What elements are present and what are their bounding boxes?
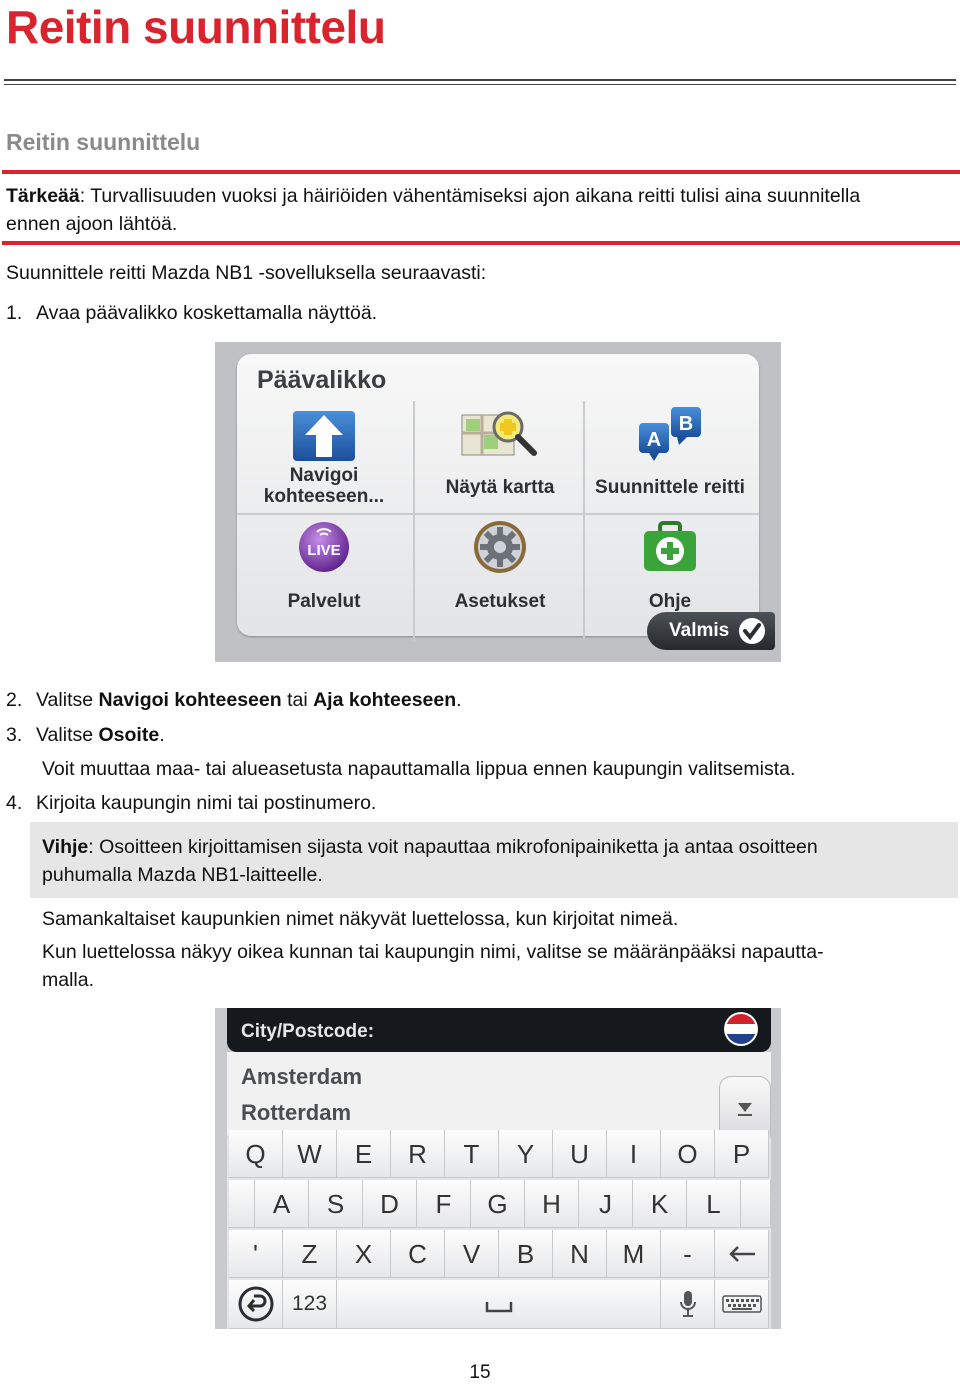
step-4 xyxy=(6,789,376,817)
step-2-option-drive: Aja kohteeseen xyxy=(313,689,457,711)
arrow-up-icon xyxy=(291,409,357,463)
menu-item-label: Asetukset xyxy=(454,591,546,612)
key-l[interactable]: L xyxy=(687,1180,741,1228)
step-2: 2. Valitse Navigoi kohteeseen tai Aja kohteeseen. xyxy=(6,686,462,714)
step-3-note: Voit muuttaa maa- tai alueasetusta napauttamalla lippua ennen kaupungin valitsemista. xyxy=(42,758,796,780)
step-number: 2. xyxy=(6,689,23,711)
step-text: Kirjoita kaupungin nimi tai postinumero. xyxy=(36,792,377,814)
step-3-option-address: Osoite xyxy=(98,724,160,746)
key-s[interactable]: S xyxy=(309,1180,363,1228)
step-3: 3. Valitse Osoite. xyxy=(6,721,165,749)
step-text: Avaa päävalikko koskettamalla näyttöä. xyxy=(36,302,378,324)
keyboard-screenshot xyxy=(215,1008,781,1329)
key-spacer xyxy=(229,1180,255,1228)
svg-text:A: A xyxy=(646,429,662,451)
done-button-label: Valmis xyxy=(669,620,730,641)
key-x[interactable]: X xyxy=(337,1230,391,1278)
important-text-line1: : Turvallisuuden vuoksi ja häiriöiden vähentämiseksi ajon aikana reitti tulisi aina suunnitella xyxy=(79,185,861,207)
key-b[interactable]: B xyxy=(499,1230,553,1278)
on-screen-keyboard xyxy=(227,1130,771,1329)
space-bar-icon xyxy=(484,1300,514,1314)
scroll-down-button[interactable] xyxy=(719,1076,771,1138)
key-d[interactable]: D xyxy=(363,1180,417,1228)
key-r[interactable]: R xyxy=(391,1130,445,1178)
suggestion-list xyxy=(227,1052,771,1136)
key-z[interactable]: Z xyxy=(283,1230,337,1278)
menu-item-help[interactable] xyxy=(583,515,757,627)
key-a[interactable]: A xyxy=(255,1180,309,1228)
tip-label: Vihje xyxy=(42,836,89,858)
intro-text: Suunnittele reitti Mazda NB1 -sovelluksella seuraavasti: xyxy=(6,262,487,284)
paragraph-select-destination: Kun luettelossa näkyy oikea kunnan tai kaupungin nimi, valitse se määränpääksi napautta- malla. xyxy=(42,941,824,991)
search-field-label: City/Postcode: xyxy=(241,1021,375,1042)
search-header xyxy=(227,1008,771,1052)
key-h[interactable]: H xyxy=(525,1180,579,1228)
netherlands-flag-icon[interactable] xyxy=(723,1011,759,1047)
section-heading: Reitin suunnittelu xyxy=(6,129,201,155)
a-b-route-icon xyxy=(633,405,707,461)
key-f[interactable]: F xyxy=(417,1180,471,1228)
key-k[interactable]: K xyxy=(633,1180,687,1228)
chevron-down-icon xyxy=(735,1097,755,1117)
back-arrow-icon xyxy=(238,1286,274,1322)
step-number: 4. xyxy=(6,792,23,814)
key-p[interactable]: P xyxy=(715,1130,769,1178)
menu-item-label: Näytä kartta xyxy=(445,477,555,498)
menu-item-services[interactable] xyxy=(237,515,411,627)
menu-item-show-map[interactable] xyxy=(413,401,587,513)
backspace-arrow-icon xyxy=(727,1244,757,1264)
gear-icon xyxy=(472,519,528,575)
menu-item-label: Suunnittele reitti xyxy=(595,477,745,498)
space-key[interactable] xyxy=(337,1280,661,1329)
menu-item-navigate[interactable] xyxy=(237,401,411,513)
tip-text: Vihje: Osoitteen kirjoittamisen sijasta voit napauttaa mikrofonipainiketta ja antaa osoitteen puhumalla Mazda NB1-laitteelle. xyxy=(42,836,818,886)
keyboard-icon xyxy=(722,1295,762,1313)
key-i[interactable]: I xyxy=(607,1130,661,1178)
important-top-rule xyxy=(2,170,960,174)
menu-item-plan-route[interactable] xyxy=(583,401,757,513)
numeric-keys-button[interactable]: 123 xyxy=(283,1280,337,1329)
title-rule xyxy=(4,79,956,85)
key-t[interactable]: T xyxy=(445,1130,499,1178)
main-menu-grid xyxy=(237,401,759,636)
important-note xyxy=(6,182,956,238)
menu-item-label: Ohje xyxy=(648,591,692,612)
suggestion-item[interactable]: Rotterdam xyxy=(241,1100,352,1125)
svg-text:LIVE: LIVE xyxy=(307,542,341,559)
step-number: 3. xyxy=(6,724,23,746)
menu-item-label: Navigoi kohteeseen... xyxy=(263,465,385,507)
page-title: Reitin suunnittelu xyxy=(6,1,386,53)
main-menu-screenshot xyxy=(215,342,781,662)
page-number: 15 xyxy=(469,1362,491,1383)
key-hyphen[interactable]: - xyxy=(661,1230,715,1278)
key-g[interactable]: G xyxy=(471,1180,525,1228)
key-spacer xyxy=(741,1180,771,1228)
key-m[interactable]: M xyxy=(607,1230,661,1278)
key-w[interactable]: W xyxy=(283,1130,337,1178)
menu-item-settings[interactable] xyxy=(413,515,587,627)
step-2-option-navigate: Navigoi kohteeseen xyxy=(98,689,282,711)
important-bottom-rule xyxy=(2,241,960,245)
backspace-key[interactable] xyxy=(715,1230,769,1278)
key-q[interactable]: Q xyxy=(229,1130,283,1178)
svg-text:B: B xyxy=(678,413,694,435)
microphone-button[interactable] xyxy=(661,1280,715,1329)
paragraph-similar-names: Samankaltaiset kaupunkien nimet näkyvät luettelossa, kun kirjoitat nimeä. xyxy=(42,908,679,930)
main-menu-panel xyxy=(237,354,759,636)
key-v[interactable]: V xyxy=(445,1230,499,1278)
live-icon xyxy=(296,519,352,575)
step-1 xyxy=(6,299,377,327)
microphone-icon xyxy=(679,1289,697,1319)
key-y[interactable]: Y xyxy=(499,1130,553,1178)
menu-item-label: Palvelut xyxy=(287,591,361,612)
back-button[interactable] xyxy=(229,1280,283,1329)
checkmark-icon xyxy=(737,616,767,646)
key-apostrophe[interactable]: ' xyxy=(229,1230,283,1278)
important-text-line2: ennen ajoon lähtöä. xyxy=(6,213,178,235)
key-n[interactable]: N xyxy=(553,1230,607,1278)
keyboard-layout-button[interactable] xyxy=(715,1280,769,1329)
key-j[interactable]: J xyxy=(579,1180,633,1228)
key-u[interactable]: U xyxy=(553,1130,607,1178)
map-magnifier-icon xyxy=(458,407,542,463)
key-c[interactable]: C xyxy=(391,1230,445,1278)
important-label: Tärkeää xyxy=(6,185,80,207)
first-aid-icon xyxy=(640,519,700,575)
key-e[interactable]: E xyxy=(337,1130,391,1178)
done-button[interactable] xyxy=(647,612,775,650)
step-number: 1. xyxy=(6,302,23,324)
suggestion-item[interactable]: Amsterdam xyxy=(241,1064,363,1089)
main-menu-title: Päävalikko xyxy=(257,366,387,394)
key-o[interactable]: O xyxy=(661,1130,715,1178)
